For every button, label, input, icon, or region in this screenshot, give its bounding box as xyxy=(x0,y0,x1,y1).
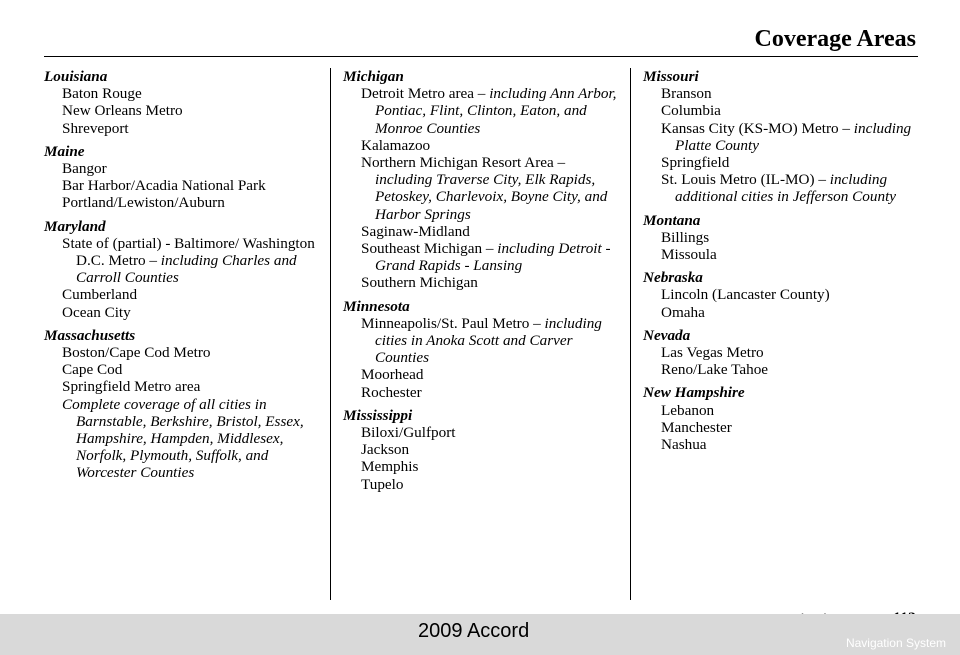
coverage-entry-text: Omaha xyxy=(661,303,705,321)
coverage-entry-text: Billings xyxy=(661,228,710,246)
coverage-entry-text: Tupelo xyxy=(361,475,404,493)
coverage-entry xyxy=(643,419,923,436)
coverage-entry-text: Springfield xyxy=(661,154,730,172)
coverage-entry xyxy=(643,304,923,321)
coverage-entry-text: Jackson xyxy=(361,441,410,459)
coverage-entry xyxy=(343,223,623,240)
column-divider xyxy=(630,68,631,600)
coverage-entry xyxy=(643,246,923,263)
coverage-entry xyxy=(343,154,623,223)
coverage-entry-text: Cape Cod xyxy=(62,361,123,379)
coverage-entry-text: State of (partial) - Baltimore/ Washington D.C. Metro – xyxy=(62,234,315,270)
coverage-entry-note: including Platte County xyxy=(675,119,912,154)
coverage-entry xyxy=(44,120,326,137)
coverage-entry-text: Lebanon xyxy=(661,401,715,419)
coverage-entry-text: Branson xyxy=(661,85,712,103)
coverage-column-2 xyxy=(343,68,623,493)
coverage-entry xyxy=(44,396,326,482)
coverage-entry-text: Bar Harbor/Acadia National Park xyxy=(62,177,266,195)
coverage-entry xyxy=(643,102,923,119)
coverage-entry-note: including cities in Anoka Scott and Carver Counties xyxy=(375,314,602,367)
coverage-entry-text: Cumberland xyxy=(62,286,138,304)
coverage-entry xyxy=(343,137,623,154)
coverage-entry-text: Saginaw-Midland xyxy=(361,222,470,240)
state-heading: New Hampshire xyxy=(643,384,745,402)
coverage-entry xyxy=(44,177,326,194)
coverage-entry-text: Shreveport xyxy=(62,119,129,137)
state-heading: Missouri xyxy=(643,68,699,85)
coverage-entry xyxy=(343,85,623,137)
coverage-entry-text: Southern Michigan xyxy=(361,274,478,292)
coverage-entry-text: Las Vegas Metro xyxy=(661,344,764,362)
coverage-entry xyxy=(44,304,326,321)
coverage-entry xyxy=(643,436,923,453)
coverage-entry-note: including Traverse City, Elk Rapids, Petoskey, Charlevoix, Boyne City, and Harbor Springs xyxy=(375,171,608,223)
coverage-entry-text: Moorhead xyxy=(361,366,424,384)
coverage-entry xyxy=(44,361,326,378)
coverage-entry-text: Minneapolis/St. Paul Metro – xyxy=(361,314,545,332)
coverage-entry xyxy=(643,120,923,154)
coverage-entry xyxy=(44,102,326,119)
coverage-entry xyxy=(643,85,923,102)
coverage-entry xyxy=(44,160,326,177)
coverage-entry-text: Portland/Lewiston/Auburn xyxy=(62,194,225,212)
watermark-left: 2009 Accord xyxy=(418,620,530,642)
coverage-entry-note: including Ann Arbor, Pontiac, Flint, Clinton, Eaton, and Monroe Counties xyxy=(375,85,617,137)
coverage-entry-note: including Charles and Carroll Counties xyxy=(76,252,297,287)
coverage-entry xyxy=(44,344,326,361)
coverage-entry-text: Southeast Michigan – xyxy=(361,240,498,258)
coverage-entry-text: Bangor xyxy=(62,160,107,178)
state-heading: Minnesota xyxy=(343,297,410,315)
coverage-entry-text: Nashua xyxy=(661,436,707,454)
coverage-entry xyxy=(343,476,623,493)
coverage-entry xyxy=(343,274,623,291)
coverage-entry-text: St. Louis Metro (IL-MO) – xyxy=(661,171,830,189)
title-rule xyxy=(44,56,918,57)
watermark-right: Navigation System xyxy=(845,636,946,650)
coverage-entry-text: Reno/Lake Tahoe xyxy=(661,361,769,379)
coverage-entry-text: Lincoln (Lancaster County) xyxy=(661,286,830,304)
coverage-entry-note: including Detroit - Grand Rapids - Lansing xyxy=(375,240,611,275)
coverage-entry-text: Northern Michigan Resort Area – xyxy=(361,154,566,172)
coverage-entry xyxy=(343,384,623,401)
coverage-entry xyxy=(643,286,923,303)
coverage-entry xyxy=(44,235,326,287)
state-heading: Massachusetts xyxy=(44,326,136,344)
coverage-entry xyxy=(44,286,326,303)
coverage-entry-text: Boston/Cape Cod Metro xyxy=(62,344,211,362)
coverage-entry xyxy=(643,402,923,419)
state-heading: Maryland xyxy=(44,217,106,235)
coverage-entry xyxy=(44,194,326,211)
coverage-entry-note: including additional cities in Jefferson County xyxy=(675,171,897,206)
coverage-entry xyxy=(343,458,623,475)
coverage-entry xyxy=(643,171,923,205)
state-heading: Michigan xyxy=(343,68,404,85)
coverage-entry xyxy=(343,366,623,383)
coverage-entry-text: Kansas City (KS-MO) Metro – xyxy=(661,119,854,137)
state-heading: Nebraska xyxy=(643,269,703,287)
coverage-entry-text: Missoula xyxy=(661,246,717,264)
coverage-entry xyxy=(643,229,923,246)
coverage-entry-text: Manchester xyxy=(661,418,732,436)
state-heading: Nevada xyxy=(643,326,691,344)
coverage-entry xyxy=(643,344,923,361)
coverage-entry-text: Kalamazoo xyxy=(361,136,431,154)
coverage-entry-text: New Orleans Metro xyxy=(62,102,183,120)
coverage-entry xyxy=(643,154,923,171)
state-heading: Maine xyxy=(44,142,85,160)
coverage-column-1 xyxy=(44,68,326,482)
coverage-entry xyxy=(343,315,623,367)
coverage-entry xyxy=(343,441,623,458)
coverage-entry-text: Springfield Metro area xyxy=(62,378,201,396)
coverage-entry-text: Detroit Metro area – xyxy=(361,85,490,103)
coverage-column-3 xyxy=(643,68,923,453)
state-heading: Mississippi xyxy=(343,406,413,424)
coverage-entry xyxy=(44,85,326,102)
coverage-entry-text: Complete coverage of all cities in Barnstable, Berkshire, Bristol, Essex, Hampshire, Hampden, Middlesex, Norfolk, Plymouth, Suffolk, and Worcester Counties xyxy=(62,395,304,482)
coverage-entry-text: Columbia xyxy=(661,102,721,120)
coverage-entry xyxy=(343,424,623,441)
coverage-entry-text: Ocean City xyxy=(62,303,131,321)
coverage-entry-text: Rochester xyxy=(361,383,422,401)
state-heading: Montana xyxy=(643,211,701,229)
coverage-entry-text: Baton Rouge xyxy=(62,85,142,103)
state-heading: Louisiana xyxy=(44,68,108,85)
coverage-entry xyxy=(343,240,623,274)
coverage-entry xyxy=(643,361,923,378)
column-divider xyxy=(330,68,331,600)
coverage-entry-text: Memphis xyxy=(361,458,419,476)
coverage-entry-text: Biloxi/Gulfport xyxy=(361,424,456,442)
page-title: Coverage Areas xyxy=(754,26,916,52)
coverage-entry xyxy=(44,378,326,395)
